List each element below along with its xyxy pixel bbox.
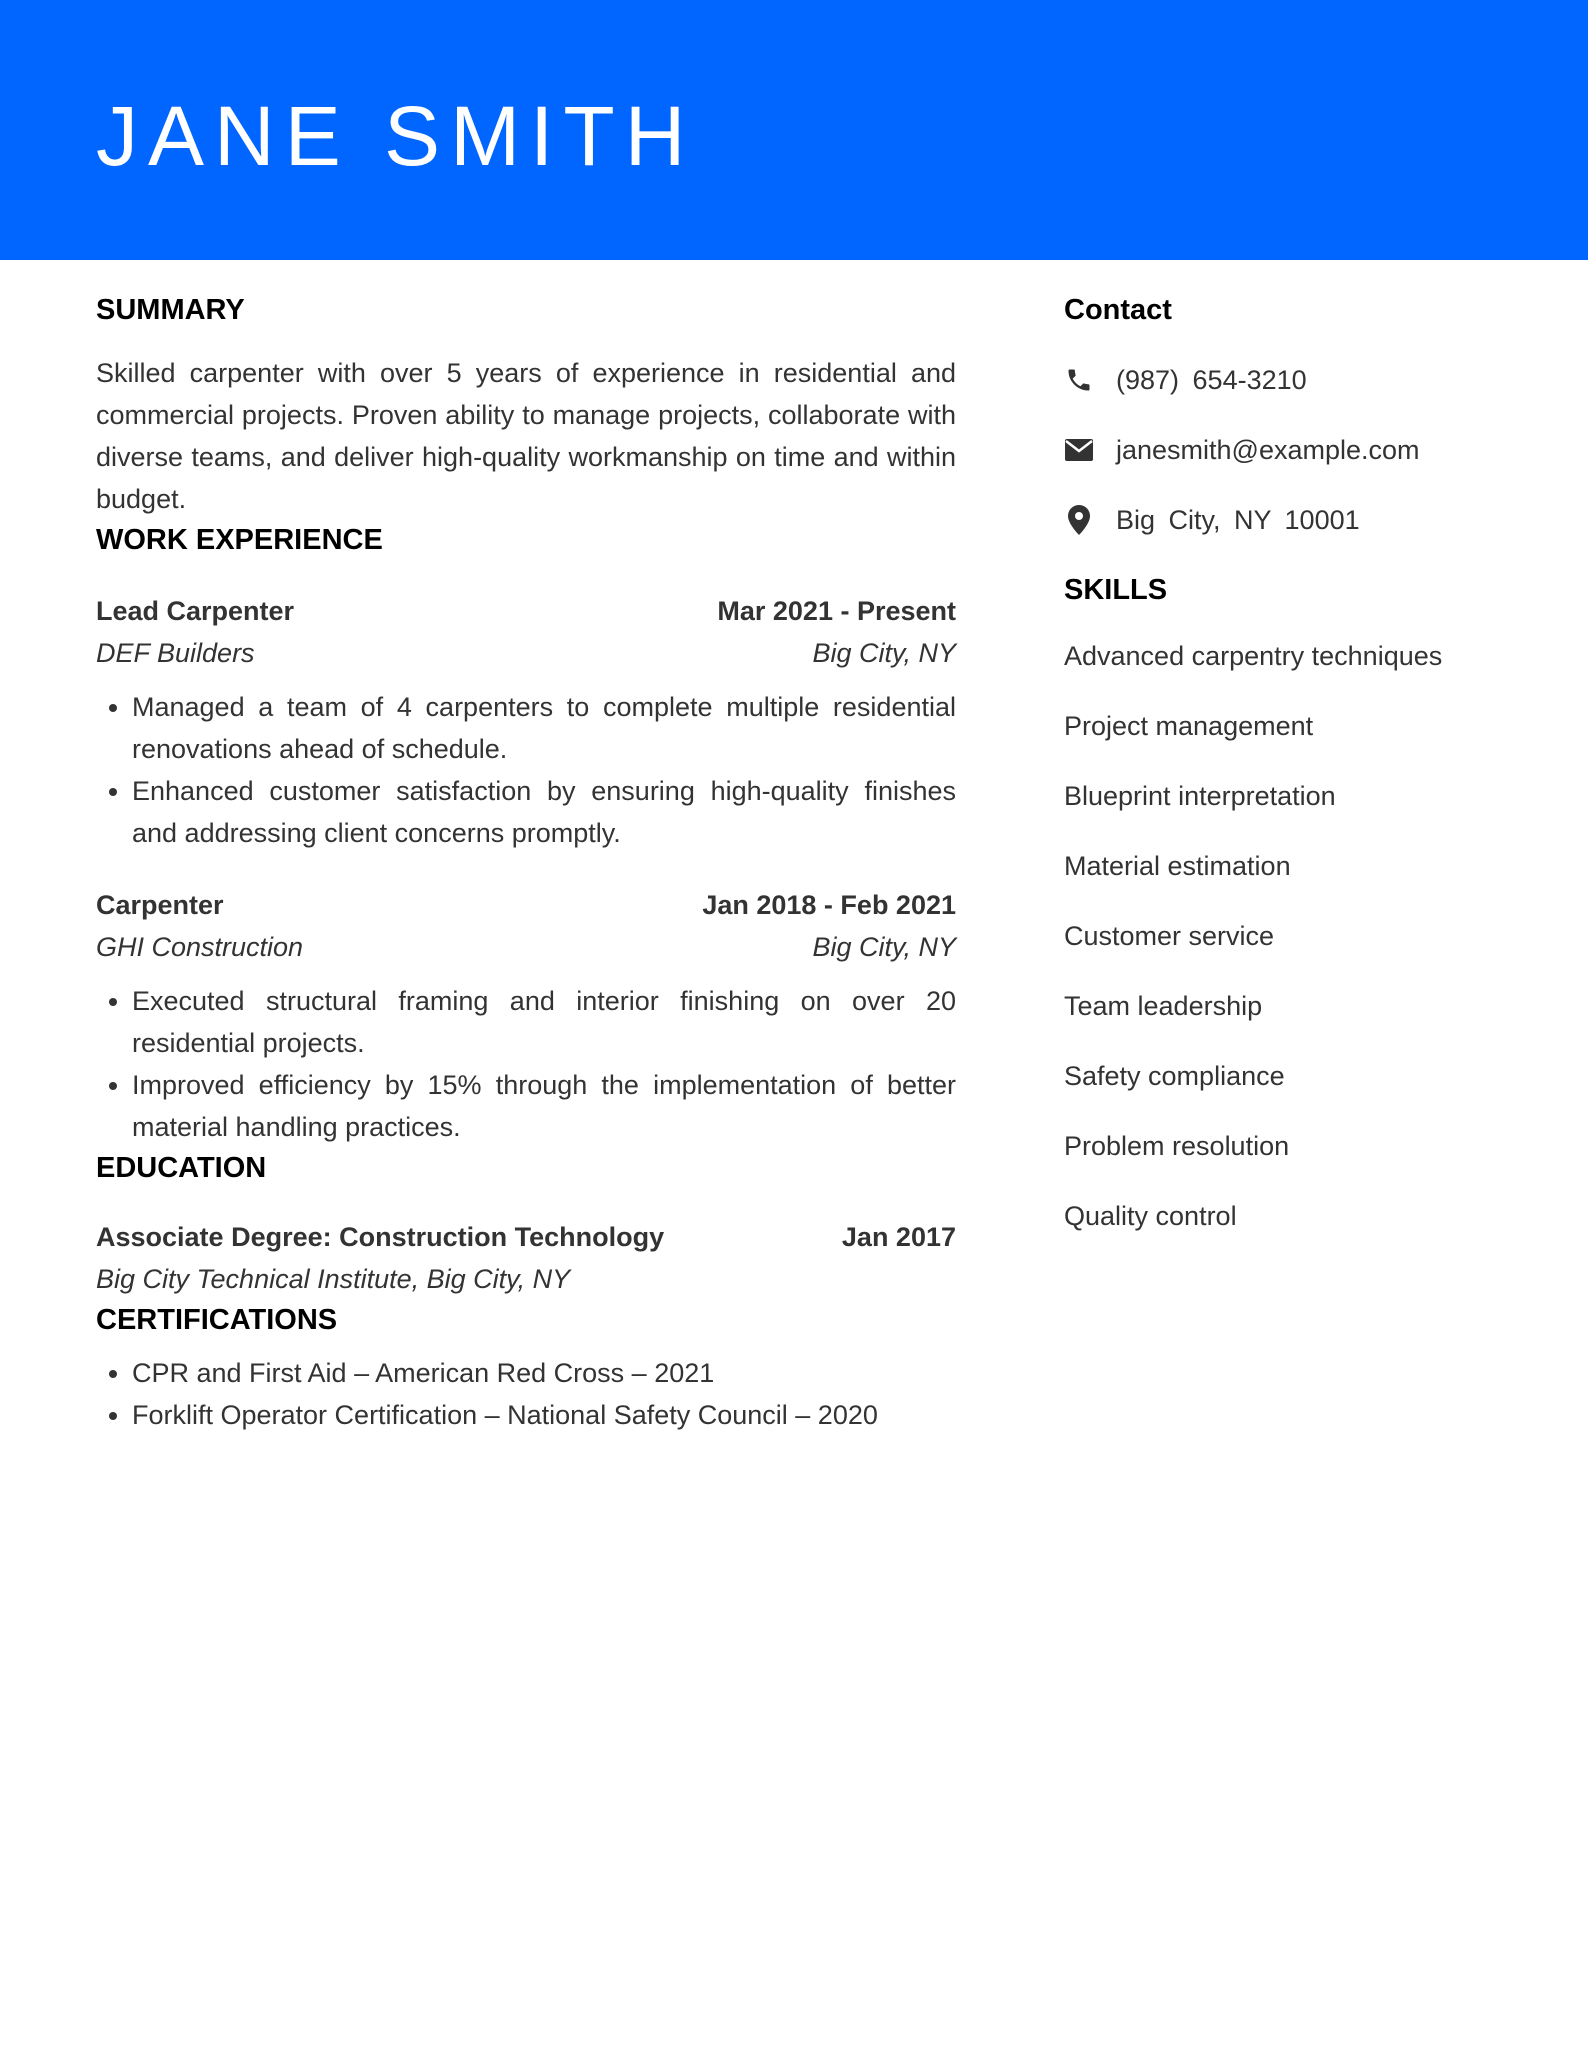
job-company: GHI Construction xyxy=(96,932,304,962)
map-marker-icon xyxy=(1064,505,1094,535)
certifications-list xyxy=(96,1352,956,1436)
phone-icon xyxy=(1064,365,1094,395)
job-role: Lead Carpenter xyxy=(96,596,295,626)
job-bullet: • Enhanced customer satisfaction by ensuring high-quality finishes and addressing client concerns promptly. xyxy=(132,770,956,854)
job-bullet: • Managed a team of 4 carpenters to complete multiple residential renovations ahead of schedule. xyxy=(132,686,956,770)
contact-location-text: Big City, NY 10001 xyxy=(1116,504,1360,535)
education-school: Big City Technical Institute, Big City, NY xyxy=(96,1264,571,1294)
summary-heading: SUMMARY xyxy=(96,294,245,326)
skills-list xyxy=(1064,636,1504,1236)
contact-phone-text: (987) 654-3210 xyxy=(1116,364,1307,395)
job-location: Big City, NY xyxy=(812,638,956,668)
skill-item: Team leadership xyxy=(1064,991,1263,1021)
job-entry xyxy=(96,590,956,854)
work-experience-heading: WORK EXPERIENCE xyxy=(96,524,383,556)
certifications-heading: CERTIFICATIONS xyxy=(96,1304,338,1336)
main-column xyxy=(96,290,956,1436)
job-bullets xyxy=(96,686,956,854)
envelope-icon xyxy=(1064,435,1094,465)
contact-email xyxy=(1064,430,1504,470)
education-date: Jan 2017 xyxy=(841,1222,956,1252)
job-bullet: • Improved efficiency by 15% through the implementation of better material handling practices. xyxy=(132,1064,956,1148)
job-dates: Jan 2018 - Feb 2021 xyxy=(702,890,956,920)
contact-heading: Contact xyxy=(1064,294,1172,326)
skills-heading: SKILLS xyxy=(1064,574,1168,606)
skill-item: Safety compliance xyxy=(1064,1061,1285,1091)
skill-item: Customer service xyxy=(1064,921,1275,951)
header-banner xyxy=(0,0,1588,260)
contact-phone xyxy=(1064,360,1504,400)
job-location: Big City, NY xyxy=(812,932,956,962)
sidebar xyxy=(1064,290,1504,1266)
contact-location xyxy=(1064,500,1504,540)
skill-item: Blueprint interpretation xyxy=(1064,781,1336,811)
skill-item: Problem resolution xyxy=(1064,1131,1290,1161)
skill-item: Material estimation xyxy=(1064,851,1291,881)
candidate-name: JANE SMITH xyxy=(96,89,696,183)
skill-item: Project management xyxy=(1064,711,1314,741)
job-company: DEF Builders xyxy=(96,638,255,668)
contact-list xyxy=(1064,360,1504,540)
summary-text: Skilled carpenter with over 5 years of experience in residential and commercial projects. Proven ability to manage projects, collaborate with diverse teams, and deliver high-quality workmanship on time and within budget. xyxy=(96,358,956,514)
education-entry xyxy=(96,1216,956,1300)
certification-item: • CPR and First Aid – American Red Cross – 2021 xyxy=(132,1352,956,1394)
job-bullet: • Executed structural framing and interior finishing on over 20 residential projects. xyxy=(132,980,956,1064)
education-degree: Associate Degree: Construction Technology xyxy=(96,1222,665,1252)
contact-email-text: janesmith@example.com xyxy=(1116,434,1420,465)
education-heading: EDUCATION xyxy=(96,1152,267,1184)
skill-item: Advanced carpentry techniques xyxy=(1064,641,1443,671)
certification-item: • Forklift Operator Certification – National Safety Council – 2020 xyxy=(132,1394,956,1436)
job-bullets xyxy=(96,980,956,1148)
skill-item: Quality control xyxy=(1064,1201,1237,1231)
job-role: Carpenter xyxy=(96,890,224,920)
job-entry xyxy=(96,884,956,1148)
job-dates: Mar 2021 - Present xyxy=(717,596,956,626)
